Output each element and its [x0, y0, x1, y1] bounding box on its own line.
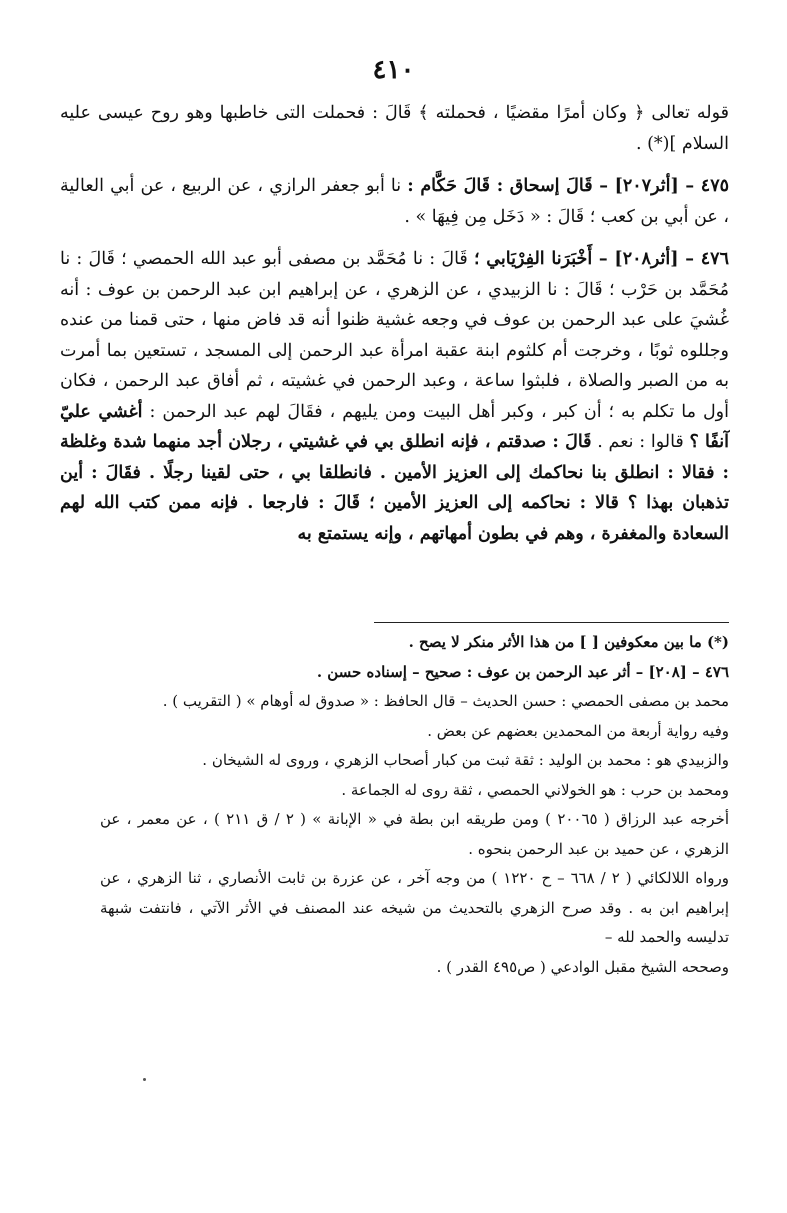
athar-475-heading: ٤٧٥ – [أثر٢٠٧] – قَالَ إسحاق : قَالَ حَكَّام :: [407, 176, 729, 196]
footnote-line: محمد بن مصفى الحمصي : حسن الحديث – قال الحافظ : « صدوق له أوهام » ( التقريب ) .: [162, 692, 729, 710]
footnotes: [100, 628, 729, 982]
footnote-star: (*) ما بين معكوفين [ ] من هذا الأثر منكر لا يصح .: [408, 633, 729, 651]
paragraph-athar-475: [60, 171, 729, 232]
footnote-line: ومحمد بن حرب : هو الخولاني الحمصي ، ثقة روى له الجماعة .: [341, 780, 729, 799]
footnote-line: وفيه رواية أربعة من المحمدين بعضهم عن بعض .: [427, 721, 729, 740]
stray-dot: [143, 1078, 146, 1081]
page-number: ٤١٠: [372, 55, 415, 85]
footnote-line: وصححه الشيخ مقبل الوادعي ( ص٤٩٥ القدر ) .: [436, 957, 729, 976]
athar-476-text: قَالَ : نا مُحَمَّد بن مصفى أبو عبد الله الحمصي ؛ قَالَ : نا مُحَمَّد بن حَرْب ؛ قَالَ : نا الزبيدي ، عن الزهري ، عن إبراهيم ابن عبد الرحمن بن عوف : أنه غُشيَ على عبد الرحمن بن عوف في وجعه غشية ظنوا أنه قد فاض منها ، حتى قمنا من عنده وجللوه ثوبًا ، وخرجت أم كلثوم ابنة عقبة امرأة عبد الرحمن إلى المسجد ، تستعين بما أمرت به من الصبر والصلاة ، فلبثوا ساعة ، وعبد الرحمن في غشيته ، ثم أفاق عبد الرحمن ، فكان أول ما تكلم به ؛ أن كبر ، وكبر أهل البيت ومن يليهم ، فقَالَ لهم عبد الرحمن :: [60, 249, 729, 422]
athar-476-narration: قَالَ : صدقتم ، فإنه انطلق بي في غشيتي ، رجلان أجد منهما شدة وغلظة : فقالا : انطلق بنا نحاكمك إلى العزيز الأمين . فانطلقا بي ، حتى لقينا رجلًا . فقَالَ : أين تذهبان بهذا ؟ قالا : نحاكمه إلى العزيز الأمين ؛ قَالَ : فارجعا . فإنه ممن كتب الله لهم السعادة والمغفرة ، وهم في بطون أمهاتهم ، وإنه يستمتع به: [60, 432, 729, 544]
paragraph-verse: قوله تعالى ﴿ وكان أمرًا مقضيًا ، فحملته ﴾ قَالَ : فحملت التى خاطبها وهو روح عيسى عليه السلام ](*) .: [60, 103, 729, 154]
footnote-line: ورواه اللالكائي ( ٢ / ٦٦٨ – ح ١٢٢٠ ) من وجه آخر ، عن عزرة بن ثابت الأنصاري ، ثنا الزهري ، عن إبراهيم ابن به . وقد صرح الزهري بالتحديث من شيخه عند المصنف في الأثر الآتي ، فانتفت شبهة تدليسه والحمد لله –: [100, 869, 729, 946]
athar-475-text: نا أبو جعفر الرازي ، عن الربيع ، عن أبي العالية ، عن أبي بن كعب ؛ قَالَ : « دَخَل مِن فِيهَا » .: [60, 176, 729, 227]
footnote-heading: ٤٧٦ – [٢٠٨] – أثر عبد الرحمن بن عوف : صحيح – إسناده حسن .: [316, 662, 729, 681]
athar-476-question: أغشي عليّ آنفًا ؟: [60, 401, 729, 452]
footnote-divider: [374, 622, 729, 623]
footnote-line: والزبيدي هو : محمد بن الوليد : ثقة ثبت من كبار أصحاب الزهري ، وروى له الشيخان .: [202, 751, 729, 769]
main-text: [60, 98, 729, 549]
athar-476-heading: ٤٧٦ – [أثر٢٠٨] – أَخْبَرَنا الفِرْيَابي ؛: [473, 249, 729, 269]
footnote-line: أخرجه عبد الرزاق ( ٢٠٠٦٥ ) ومن طريقه ابن بطة في « الإبانة » ( ٢ / ق ٢١١ ) ، عن معمر ، عن الزهري ، عن حميد بن عبد الرحمن بنحوه .: [100, 810, 729, 858]
paragraph-athar-476: [60, 244, 729, 549]
athar-476-reply: قالوا : نعم .: [597, 432, 684, 452]
